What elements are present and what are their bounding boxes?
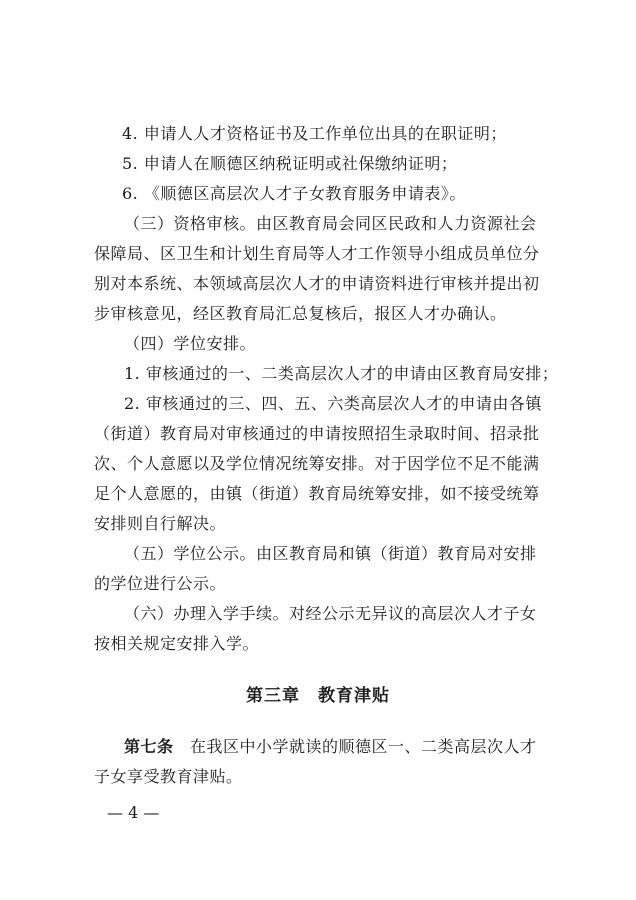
- section3-line-3: 别对本系统、本领域高层次人才的申请资料进行审核并提出初: [94, 274, 540, 293]
- section4-item-2-line-1: 2. 审核通过的三、四、五、六类高层次人才的申请由各镇: [124, 394, 542, 413]
- section4-item-2-line-2: （街道）教育局对审核通过的申请按照招生录取时间、招录批: [94, 424, 540, 443]
- section4-title: （四）学位安排。: [124, 334, 257, 353]
- article-7-line-2: 子女享受教育津贴。: [94, 767, 243, 786]
- section4-item-2-line-4: 足个人意愿的，由镇（街道）教育局统筹安排，如不接受统筹: [94, 484, 540, 503]
- chapter-heading: 第三章 教育津贴: [246, 686, 390, 706]
- page-number: — 4 —: [107, 803, 160, 822]
- article-7-label: 第七条: [124, 737, 174, 756]
- section3-line-2: 保障局、区卫生和计划生育局等人才工作领导小组成员单位分: [94, 244, 540, 263]
- section6-line-2: 按相关规定安排入学。: [94, 634, 260, 653]
- item-6: 6. 《顺德区高层次人才子女教育服务申请表》。: [122, 184, 466, 203]
- section5-line-1: （五）学位公示。由区教育局和镇（街道）教育局对安排: [124, 544, 537, 563]
- section4-item-2-line-5: 安排则自行解决。: [94, 514, 227, 533]
- article-7-text: 在我区中小学就读的顺德区一、二类高层次人才: [173, 737, 537, 756]
- section5-line-2: 的学位进行公示。: [94, 574, 227, 593]
- section4-item-2-line-3: 次、个人意愿以及学位情况统筹安排。对于因学位不足不能满: [94, 454, 540, 473]
- section3-line-4: 步审核意见，经区教育局汇总复核后，报区人才办确认。: [94, 304, 507, 323]
- item-4: 4. 申请人人才资格证书及工作单位出具的在职证明；: [122, 124, 507, 143]
- article-7-line-1: [124, 737, 544, 757]
- item-5: 5. 申请人在顺德区纳税证明或社保缴纳证明；: [122, 154, 458, 173]
- section3-line-1: （三）资格审核。由区教育局会同区民政和人力资源社会: [124, 214, 537, 233]
- section4-item-1: 1. 审核通过的一、二类高层次人才的申请由区教育局安排；: [124, 364, 559, 383]
- section6-line-1: （六）办理入学手续。对经公示无异议的高层次人才子女: [124, 604, 537, 623]
